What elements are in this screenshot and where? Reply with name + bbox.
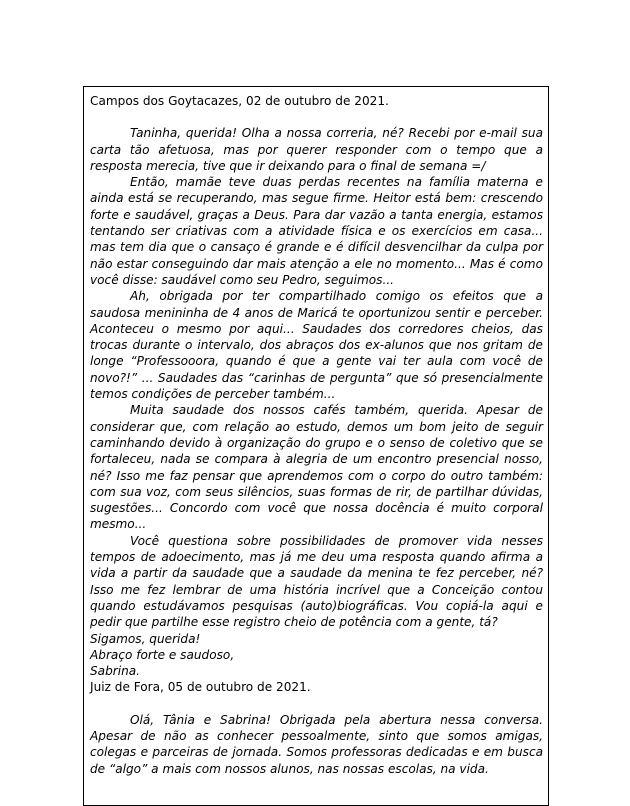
letter-frame: [83, 86, 549, 806]
letter1-paragraph: Ah, obrigada por ter compartilhado comigo os efeitos que a saudosa menininha de 4 anos de Maricá te oportunizou sentir e perceber. Aconteceu o mesmo por aqui... Saudades dos corredores cheios, das trocas durante o intervalo, dos abraços dos ex-alunos que nos gritam de longe “Professooora, quando é que a gente vai ter aula com você de novo?!” ... Saudades das “carinhas de pergunta” que só presencialmente temos condições de perceber também...: [90, 289, 543, 402]
letter1-paragraph: Taninha, querida! Olha a nossa correria, né? Recebi por e-mail sua carta tão afetuosa, mas por querer responder com o tempo que a resposta merecia, tive que ir deixando para o final de semana =/: [90, 126, 543, 173]
letter2-paragraph: Olá, Tânia e Sabrina! Obrigada pela abertura nessa conversa. Apesar de não as conhecer pessoalmente, sinto que somos amigas, colegas e parceiras de jornada. Somos professoras dedicadas e em busca de “algo” a mais com nossos alunos, nas nossas escolas, na vida.: [90, 712, 543, 776]
letter1-paragraph: Muita saudade dos nossos cafés também, querida. Apesar de considerar que, com relação ao estudo, demos um bom jeito de seguir caminhando devido à organização do grupo e o senso de coletivo que se fortaleceu, nada se compara à alegria de um encontro presencial nosso, né? Isso me faz pensar que aprendemos com o corpo do outro também: com sua voz, com seus silêncios, suas formas de rir, de partilhar dúvidas, sugestões... Concordo com você que nossa docência é muito corporal mesmo...: [90, 403, 543, 532]
letter1-signature: Sabrina.: [90, 664, 141, 679]
spacer: [90, 696, 543, 712]
letter2-dateline: Juiz de Fora, 05 de outubro de 2021.: [90, 680, 311, 695]
letter1-paragraph: Você questiona sobre possibilidades de promover vida nesses tempos de adoecimento, mas já me deu uma resposta quando afirma a vida a partir da saudade que a saudade da menina te fez perceber, né? Isso me fez lembrar de uma história incrível que a Conceição contou quando estudávamos pesquisas (auto)biográficas. Vou copiá-la aqui e pedir que partilhe esse registro cheio de potência com a gente, tá?: [90, 533, 543, 630]
letter1-paragraph: Então, mamãe teve duas perdas recentes na família materna e ainda está se recuperando, mas segue firme. Heitor está bem: crescendo forte e saudável, graças a Deus. Para dar vazão a tanta energia, estamos tentando ser criativas com a atividade física e os exercícios em casa... mas tem dia que o cansaço é grande e é difícil desvencilhar da culpa por não estar conseguindo dar mais atenção a ele no momento... Mas é como você disse: saudável como seu Pedro, seguimos...: [90, 175, 543, 287]
letter1-dateline: Campos dos Goytacazes, 02 de outubro de 2021.: [90, 94, 389, 108]
letter1-closing: Abraço forte e saudoso,: [90, 647, 235, 662]
letter1-closing: Sigamos, querida!: [90, 631, 201, 646]
spacer: [90, 109, 543, 125]
